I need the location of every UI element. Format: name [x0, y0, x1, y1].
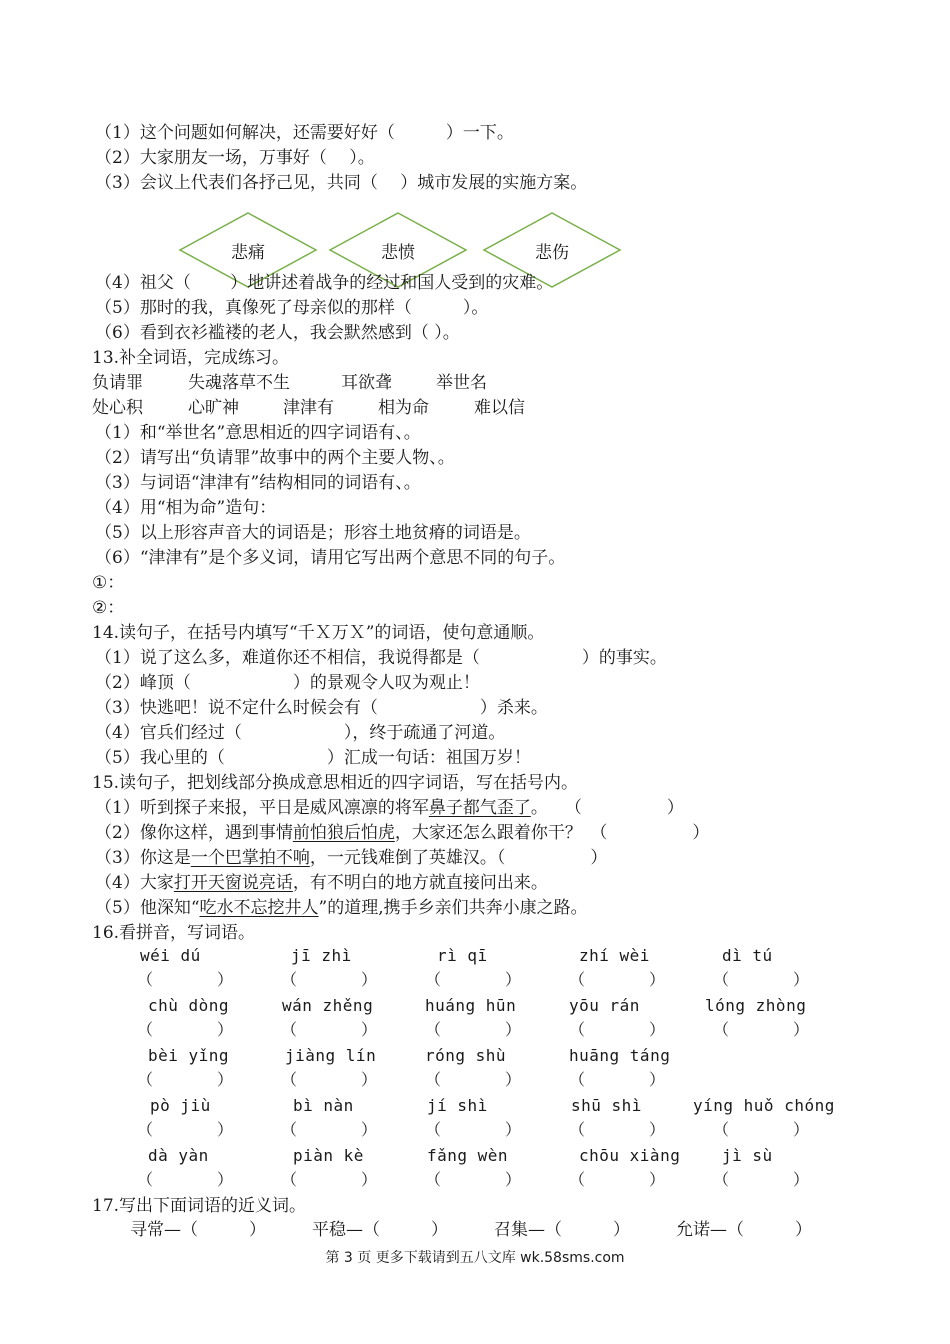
diamond-label: 悲痛: [231, 242, 265, 263]
s15-question-3: [95, 847, 607, 869]
s14-question-2: （2）峰顶（ ）的景观令人叹为观止！: [95, 673, 480, 693]
answer-blank[interactable]: （ ）: [713, 970, 810, 989]
synonym-item[interactable]: 寻常—（ ）: [130, 1220, 266, 1240]
answer-blank[interactable]: （ ）: [137, 1020, 234, 1039]
page-footer: 第 3 页 更多下载请到五八文库 wk.58sms.com: [325, 1250, 625, 1266]
answer-blank[interactable]: （ ）: [425, 1120, 522, 1139]
s13-word: 心旷神: [188, 398, 239, 418]
s16-title: 16.看拼音，写词语。: [92, 923, 256, 943]
s15-title: 15.读句子，把划线部分换成意思相近的四字词语，写在括号内。: [92, 773, 579, 793]
s13-question-6: （6）“津津有”是个多义词，请用它写出两个意思不同的句子。: [95, 548, 566, 568]
synonym-item[interactable]: 平稳—（ ）: [312, 1220, 448, 1240]
pinyin-cell: jí shì: [427, 1096, 488, 1115]
s12-line-6: （6）看到衣衫褴褛的老人，我会默然感到（ ）。: [95, 323, 460, 343]
answer-blank[interactable]: （ ）: [281, 1020, 378, 1039]
answer-blank[interactable]: （ ）: [137, 1170, 234, 1189]
s13-question-3: （3）与词语“津津有”结构相同的词语有、。: [95, 473, 421, 493]
answer-blank[interactable]: （ ）: [281, 1070, 378, 1089]
s13-word: 耳欲聋: [341, 373, 392, 393]
diamond-label: 悲愤: [381, 242, 415, 263]
pinyin-cell: rì qī: [437, 946, 488, 965]
s15-text: （2）像你这样，遇到事情: [95, 823, 293, 843]
answer-blank[interactable]: （ ）: [137, 970, 234, 989]
pinyin-cell: jī zhì: [291, 946, 352, 965]
pinyin-cell: chōu xiàng: [579, 1146, 681, 1165]
pinyin-cell: róng shù: [425, 1046, 507, 1065]
s15-underlined-phrase: 鼻子都气歪了: [428, 798, 531, 818]
answer-blank[interactable]: （ ）: [137, 1070, 234, 1089]
pinyin-cell: jiàng lín: [285, 1046, 377, 1065]
s15-text: （3）你这是: [95, 848, 191, 868]
s14-question-5: （5）我心里的（ ）汇成一句话：祖国万岁！: [95, 748, 531, 768]
answer-blank[interactable]: （ ）: [137, 1120, 234, 1139]
s13-word: 失魂落草不生: [188, 373, 290, 393]
s13-word: 津津有: [283, 398, 334, 418]
answer-blank[interactable]: （ ）: [425, 1170, 522, 1189]
s12-line-3: （3）会议上代表们各抒己见，共同（ ）城市发展的实施方案。: [95, 173, 588, 193]
s15-question-4: [95, 872, 548, 894]
s15-underlined-phrase: 前怕狼后怕虎: [292, 823, 395, 843]
s13-answer-1: ①：: [92, 573, 125, 593]
pinyin-cell: yíng huǒ chóng: [693, 1096, 835, 1115]
answer-blank[interactable]: （ ）: [569, 1120, 666, 1139]
pinyin-cell: wéi dú: [140, 946, 201, 965]
pinyin-cell: shū shì: [571, 1096, 642, 1115]
pinyin-cell: fǎng wèn: [427, 1146, 509, 1165]
s13-title: 13.补全词语，完成练习。: [92, 348, 290, 368]
answer-blank[interactable]: （ ）: [713, 1120, 810, 1139]
s13-word: 负请罪: [92, 373, 143, 393]
diamond-label: 悲伤: [535, 242, 569, 263]
pinyin-cell: bì nàn: [293, 1096, 354, 1115]
pinyin-cell: huāng táng: [569, 1046, 671, 1065]
s12-line-2: （2）大家朋友一场，万事好（ ）。: [95, 148, 375, 168]
s12-line-5: （5）那时的我，真像死了母亲似的那样（ ）。: [95, 298, 489, 318]
s15-text: （5）他深知“: [95, 898, 200, 918]
answer-blank[interactable]: （ ）: [281, 1120, 378, 1139]
s13-question-2: （2）请写出“负请罪”故事中的两个主要人物、。: [95, 448, 455, 468]
s15-underlined-phrase: 打开天窗说亮话: [173, 873, 293, 893]
pinyin-cell: bèi yǐng: [148, 1046, 230, 1065]
s13-word: 相为命: [378, 398, 429, 418]
s13-question-5: （5）以上形容声音大的词语是；形容土地贫瘠的词语是。: [95, 523, 531, 543]
answer-blank[interactable]: （ ）: [569, 1020, 666, 1039]
s13-word: 举世名: [436, 373, 487, 393]
s12-line-4: （4）祖父（ ）地讲述着战争的经过和国人受到的灾难。: [95, 273, 554, 293]
pinyin-cell: lóng zhòng: [705, 996, 807, 1015]
synonym-item[interactable]: 召集—（ ）: [494, 1220, 630, 1240]
pinyin-cell: zhí wèi: [579, 946, 650, 965]
s12-line-1: （1）这个问题如何解决，还需要好好（ ）一下。: [95, 123, 514, 143]
s15-text: ，一元钱难倒了英雄汉。（ ）: [309, 848, 608, 868]
s15-question-1: [95, 797, 684, 819]
pinyin-cell: pò jiù: [150, 1096, 211, 1115]
pinyin-cell: dà yàn: [148, 1146, 209, 1165]
s15-question-5: [95, 897, 588, 919]
s13-answer-2: ②：: [92, 598, 125, 618]
answer-blank[interactable]: （ ）: [569, 1170, 666, 1189]
pinyin-cell: chù dòng: [148, 996, 230, 1015]
pinyin-cell: piàn kè: [293, 1146, 364, 1165]
answer-blank[interactable]: （ ）: [281, 970, 378, 989]
answer-blank[interactable]: （ ）: [425, 1070, 522, 1089]
s13-word: 处心积: [92, 398, 143, 418]
s15-text: （1）听到探子来报，平日是威风凛凛的将军: [95, 798, 429, 818]
s15-underlined-phrase: 吃水不忘挖井人: [199, 898, 319, 918]
pinyin-cell: jì sù: [722, 1146, 773, 1165]
s13-question-4: （4）用“相为命”造句：: [95, 498, 277, 518]
s14-question-4: （4）官兵们经过（ ），终于疏通了河道。: [95, 723, 506, 743]
s15-text: ，有不明白的地方就直接问出来。: [292, 873, 548, 893]
answer-blank[interactable]: （ ）: [425, 1020, 522, 1039]
pinyin-cell: yōu rán: [569, 996, 640, 1015]
answer-blank[interactable]: （ ）: [569, 1070, 666, 1089]
pinyin-cell: huáng hūn: [425, 996, 517, 1015]
pinyin-cell: wán zhěng: [282, 996, 374, 1015]
answer-blank[interactable]: （ ）: [713, 1170, 810, 1189]
pinyin-cell: dì tú: [722, 946, 773, 965]
answer-blank[interactable]: （ ）: [713, 1020, 810, 1039]
s15-underlined-phrase: 一个巴掌拍不响: [190, 848, 310, 868]
answer-blank[interactable]: （ ）: [569, 970, 666, 989]
s13-word: 难以信: [474, 398, 525, 418]
s17-title: 17.写出下面词语的近义词。: [92, 1196, 307, 1216]
s15-question-2: [95, 822, 709, 844]
s15-text: ”的道理,携手乡亲们共奔小康之路。: [318, 898, 588, 918]
s15-text: （4）大家: [95, 873, 174, 893]
answer-blank[interactable]: （ ）: [281, 1170, 378, 1189]
s14-question-1: （1）说了这么多，难道你还不相信，我说得都是（ ）的事实。: [95, 648, 667, 668]
s15-text: ，大家还怎么跟着你干？ （ ）: [394, 823, 710, 843]
s13-question-1: （1）和“举世名”意思相近的四字词语有、。: [95, 423, 421, 443]
answer-blank[interactable]: （ ）: [425, 970, 522, 989]
s14-question-3: （3）快逃吧！说不定什么时候会有（ ）杀来。: [95, 698, 548, 718]
s15-text: 。 （ ）: [530, 798, 684, 818]
s14-title: 14.读句子，在括号内填写“千Ｘ万Ｘ”的词语，使句意通顺。: [92, 623, 545, 643]
synonym-item[interactable]: 允诺—（ ）: [676, 1220, 812, 1240]
